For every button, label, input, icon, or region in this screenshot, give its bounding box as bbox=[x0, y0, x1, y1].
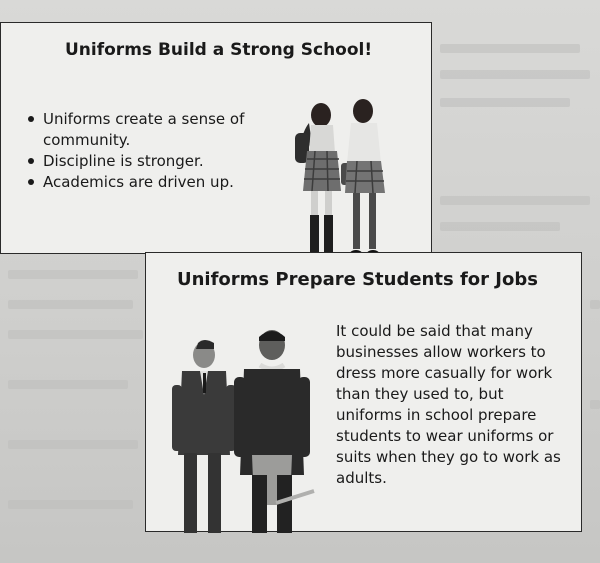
uniforms-build-school-panel bbox=[0, 22, 432, 254]
students-in-plaid-uniforms-photo bbox=[287, 93, 399, 271]
panel-two-title: Uniforms Prepare Students for Jobs bbox=[177, 269, 538, 290]
benefits-list bbox=[25, 109, 265, 193]
uniforms-prepare-jobs-panel bbox=[145, 252, 582, 532]
list-item: Uniforms create a sense of community. bbox=[25, 109, 265, 151]
bullet-icon bbox=[28, 158, 34, 164]
list-item: Discipline is stronger. bbox=[25, 151, 265, 172]
panel-one-title: Uniforms Build a Strong School! bbox=[65, 40, 373, 60]
bullet-icon bbox=[28, 179, 34, 185]
jobs-paragraph: It could be said that many businesses allow workers to dress more casually for work than they used to, but uniforms in school prepare students to wear uniforms or suits when they go to work as adults. bbox=[336, 322, 561, 487]
list-item: Academics are driven up. bbox=[25, 172, 265, 193]
men-in-suit-and-work-clothes-photo bbox=[164, 325, 324, 535]
bullet-icon bbox=[28, 116, 34, 122]
